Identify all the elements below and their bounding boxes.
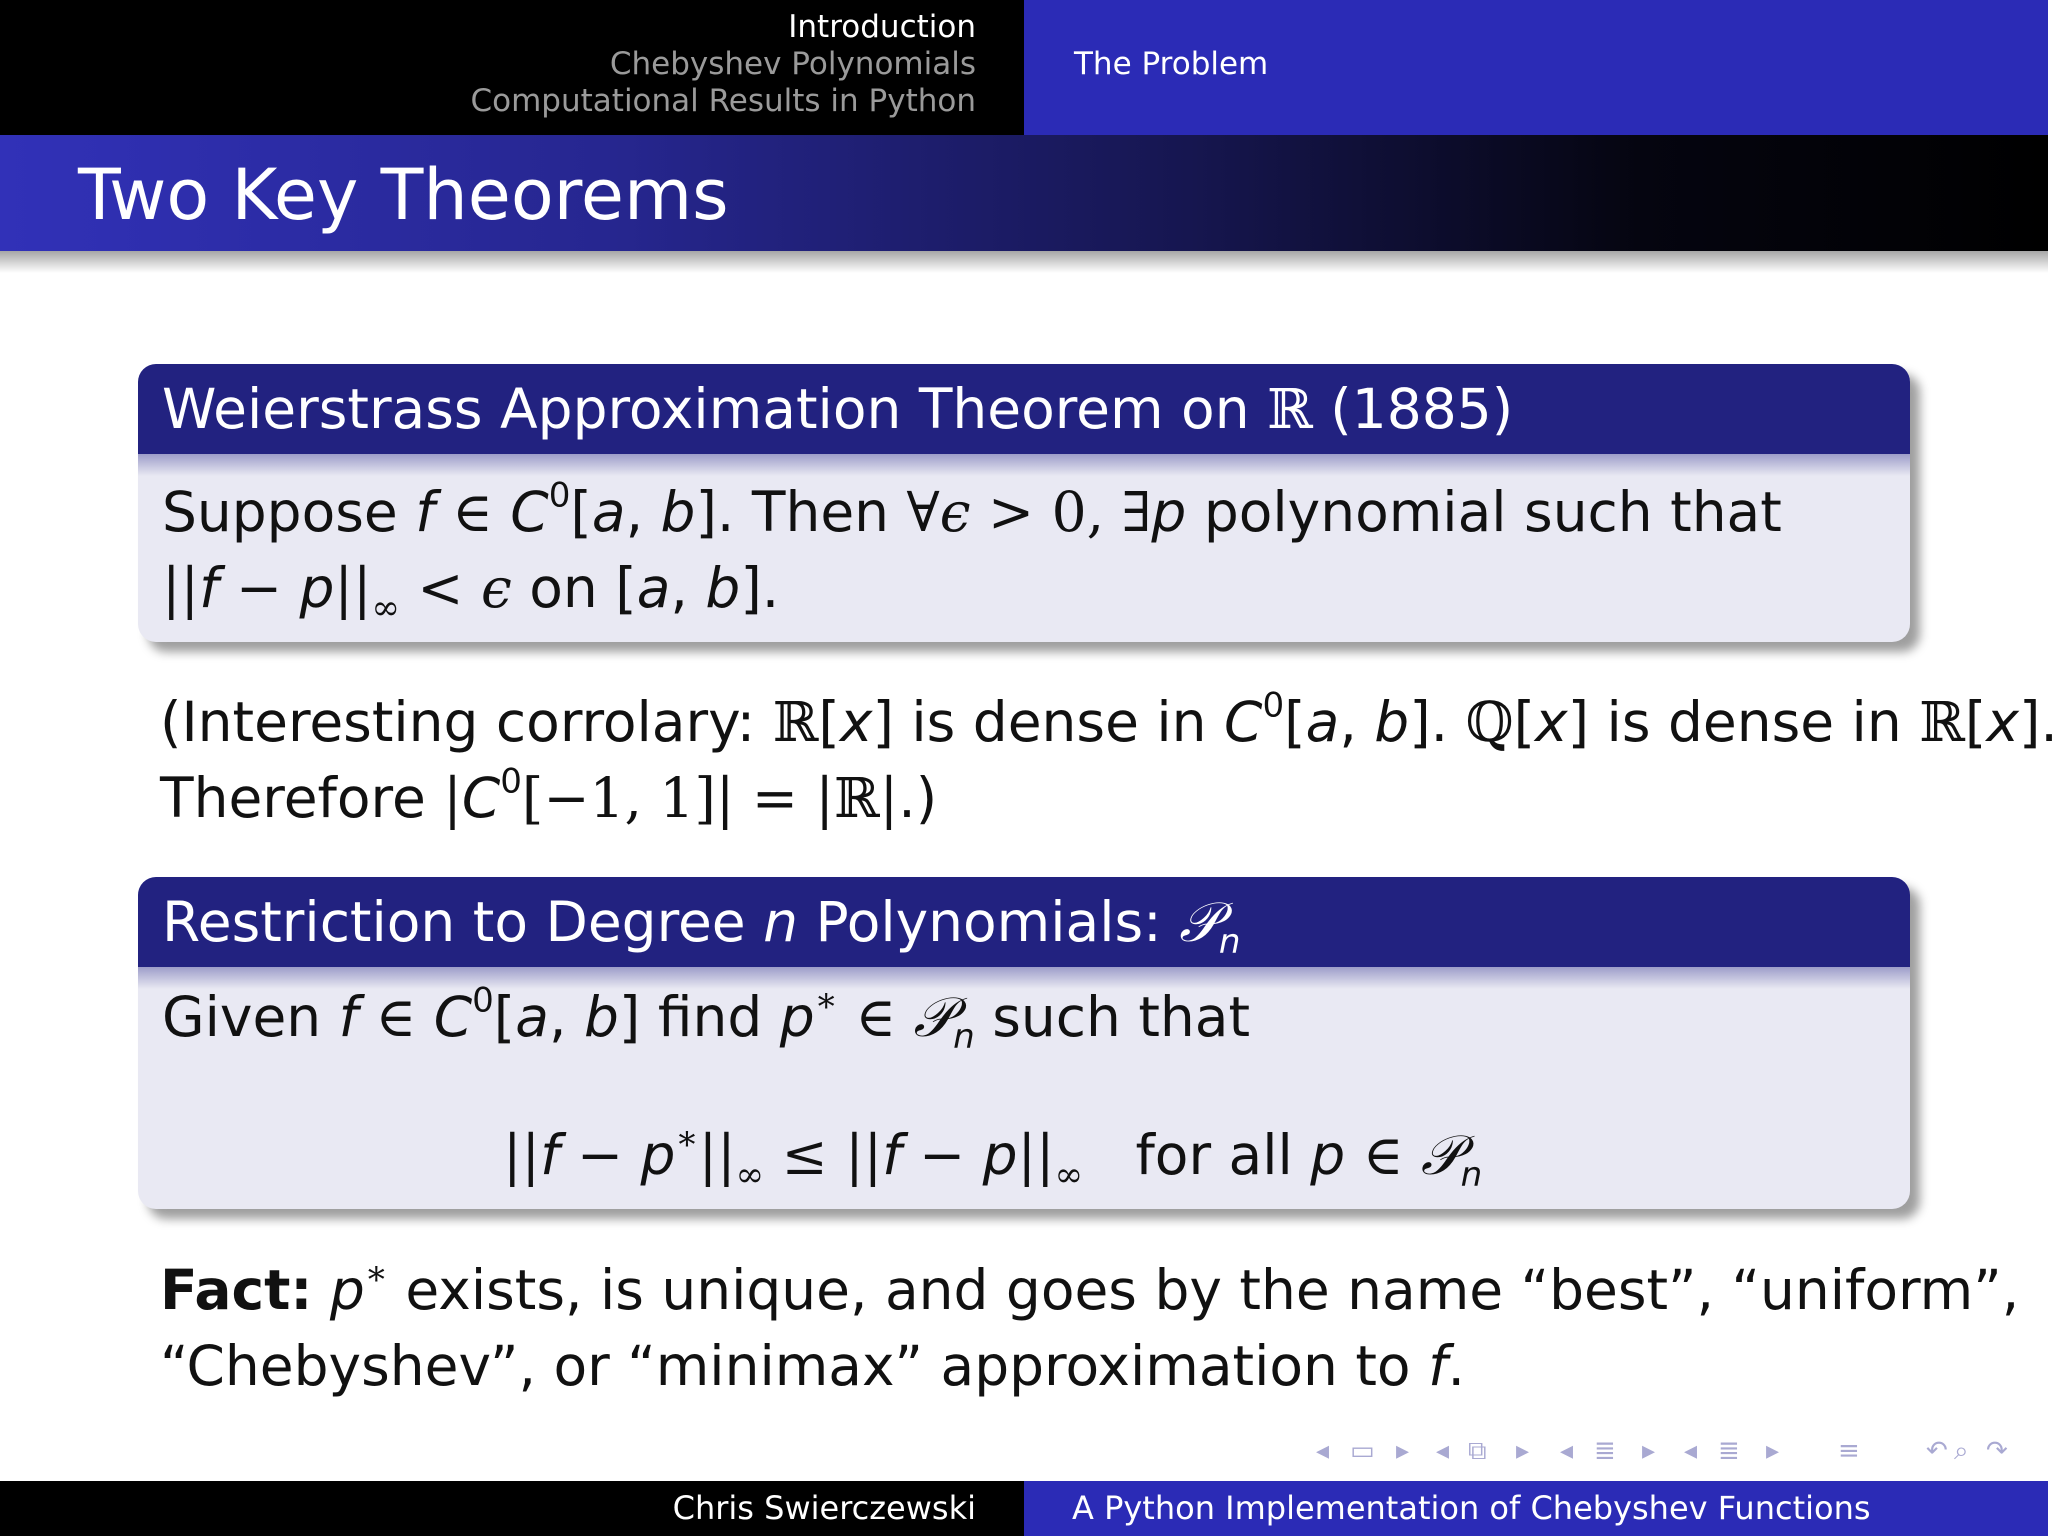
footer-talk-title: A Python Implementation of Chebyshev Functions [1072, 1489, 1871, 1527]
definition-inequality: $||f - p^∗||_\infty \le ||f - p||_\infty$ for all p ∈ 𝒫$_n$ [503, 1118, 1483, 1195]
nav-section-computational[interactable]: Computational Results in Python [470, 83, 976, 119]
text-therefore: Therefore [160, 766, 426, 830]
nav-back-icon[interactable]: ↶ [1926, 1436, 1948, 1466]
footer-title-box [1024, 1481, 2048, 1536]
nav-forward-icon[interactable]: ↷ [1986, 1436, 2008, 1466]
block-title-text: Weierstrass Approximation Theorem on [162, 377, 1250, 441]
block-title-var: n [763, 890, 798, 954]
text-such-that: such that [992, 985, 1251, 1049]
block-header [138, 364, 1910, 454]
title-bar-shadow [0, 251, 2048, 273]
reals-symbol: ℝ [1267, 377, 1313, 441]
nav-section-introduction[interactable]: Introduction [788, 9, 976, 45]
footer-author: Chris Swierczewski [672, 1489, 976, 1527]
nav-section-icon[interactable]: ≣ [1594, 1436, 1616, 1466]
text-for-all: for all [1135, 1123, 1293, 1187]
block-title-text-2: Polynomials: [815, 890, 1162, 954]
corollary-line-2: Therefore $|C^0[-1$, 1]| = |ℝ|.) [160, 761, 938, 830]
fact-label: Fact: [160, 1258, 313, 1322]
nav-prev-section-arrow-icon[interactable]: ◂ [1560, 1436, 1574, 1466]
fact-text-2: “Chebyshev”, or “minimax” approximation to [160, 1334, 1411, 1398]
nav-align-icon[interactable]: ≡ [1838, 1436, 1860, 1466]
nav-subsection-the-problem[interactable]: The Problem [1074, 46, 1269, 82]
block-title [162, 364, 1513, 454]
text-on: on [529, 556, 598, 620]
frame-title: Two Key Theorems [78, 154, 729, 236]
corollary-lead: (Interesting corrolary: [160, 690, 756, 754]
definition-line-1: Given f ∈ $C^0[a$, b] find p∗ ∈ 𝒫$_n$ such that [162, 980, 1251, 1057]
theorem-line-1: Suppose f ∈ $C^0[a$, b]. Then ∀ϵ > 0, ∃p polynomial such that [162, 475, 1782, 544]
nav-search-icon[interactable]: ⌕ [1954, 1436, 1969, 1466]
nav-prev-arrow-icon[interactable]: ◂ [1316, 1436, 1330, 1466]
footer-author-box [0, 1481, 1024, 1536]
text-find: find [657, 985, 763, 1049]
corollary-line-1: (Interesting corrolary: ℝ[x] is dense in $C^0[a$, b]. ℚ[x] is dense in ℝ[x]. [160, 685, 2058, 754]
nav-doc-icon[interactable]: ≣ [1718, 1436, 1740, 1466]
theorem-line-2: $||f - p||_\infty < \epsilon$ on [a, b]. [162, 556, 780, 628]
nav-next-section-arrow-icon[interactable]: ▸ [1642, 1436, 1656, 1466]
text-dense-2: is dense in [1606, 690, 1902, 754]
block-header [138, 877, 1910, 967]
block-title-text: Restriction to Degree [162, 890, 746, 954]
block-title: Restriction to Degree n Polynomials: 𝒫$_n$ [162, 890, 1241, 962]
nav-next-doc-arrow-icon[interactable]: ▸ [1766, 1436, 1780, 1466]
nav-subsection-icon[interactable]: ⧉ [1468, 1436, 1487, 1466]
nav-next-arrow-icon[interactable]: ▸ [1396, 1436, 1410, 1466]
nav-prev-doc-arrow-icon[interactable]: ◂ [1684, 1436, 1698, 1466]
text-suppose: Suppose [162, 480, 398, 544]
nav-prev-subsection-arrow-icon[interactable]: ◂ [1436, 1436, 1450, 1466]
beamer-navigation-symbols [1316, 1434, 2026, 1468]
fact-line-2: “Chebyshev”, or “minimax” approximation to f. [160, 1334, 1465, 1398]
nav-section-chebyshev[interactable]: Chebyshev Polynomials [609, 46, 976, 82]
text-dense-1: is dense in [911, 690, 1207, 754]
nav-next-subsection-arrow-icon[interactable]: ▸ [1516, 1436, 1530, 1466]
block-header-shadow [138, 454, 1910, 476]
nav-frame-icon[interactable]: ▭ [1350, 1436, 1375, 1466]
header-subsection-nav [1024, 0, 2048, 135]
header-section-nav [0, 0, 1024, 135]
theorem-block-weierstrass [138, 364, 1910, 642]
text-polynomial-such-that: polynomial such that [1203, 480, 1782, 544]
text-given: Given [162, 985, 322, 1049]
fact-line-1: Fact: p∗ exists, is unique, and goes by the name “best”, “uniform”, [160, 1253, 2020, 1322]
definition-block-degree-n [138, 877, 1910, 1209]
fact-text-1: exists, is unique, and goes by the name “best”, “uniform”, [405, 1258, 2020, 1322]
block-title-year: (1885) [1330, 377, 1514, 441]
